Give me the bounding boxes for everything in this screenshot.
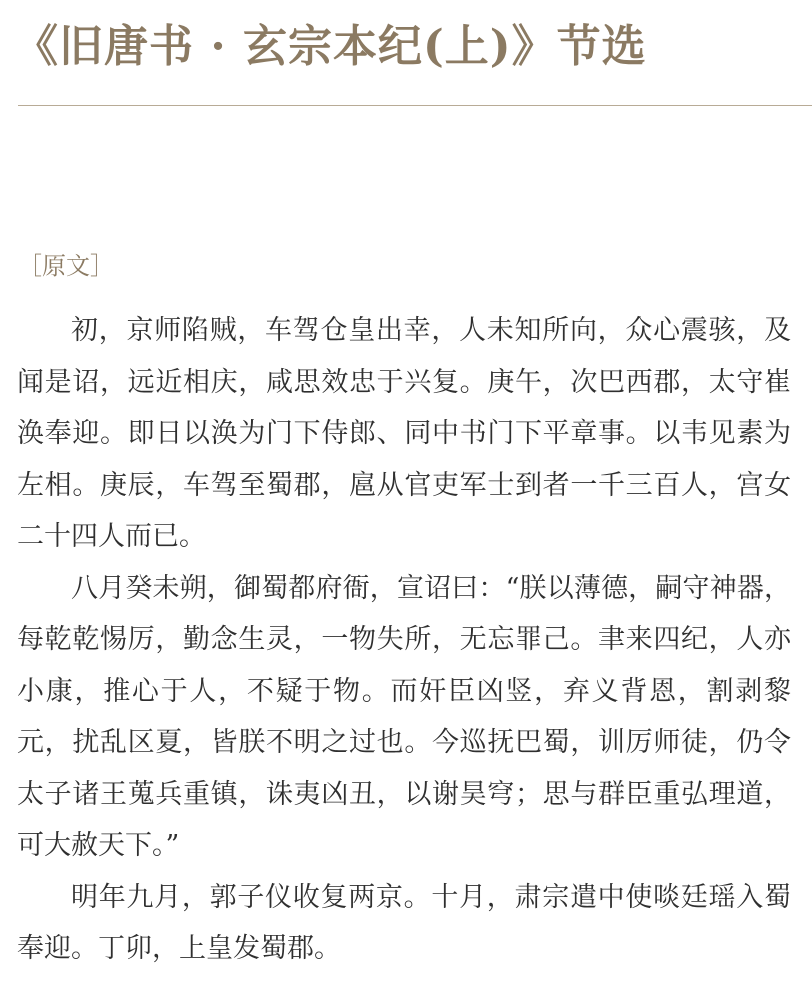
paragraph: 八月癸未朔，御蜀都府衙，宣诏曰：“朕以薄德，嗣守神器，每乾乾惕厉，勤念生灵，一物失所，无忘罪己。聿来四纪，人亦小康，推心于人，不疑于物。而奸臣凶竖，弃义背恩，割剥黎元，扰乱区夏，皆朕不明之过也。今巡抚巴蜀，训厉师徒，仍令太子诸王蒐兵重镇，诛夷凶丑，以谢昊穹；思与群臣重弘理道，可大赦天下。”	[17, 572, 791, 861]
page-title: 《旧唐书 · 玄宗本纪(上)》节选	[14, 21, 647, 72]
body-text	[17, 305, 791, 975]
paragraph: 初，京师陷贼，车驾仓皇出幸，人未知所向，众心震骇，及闻是诏，远近相庆，咸思效忠于兴复。庚午，次巴西郡，太守崔涣奉迎。即日以涣为门下侍郎、同中书门下平章事。以韦见素为左相。庚辰，车驾至蜀郡，扈从官吏军士到者一千三百人，宫女二十四人而已。	[17, 315, 791, 552]
title-divider	[18, 105, 812, 106]
paragraph: 明年九月，郭子仪收复两京。十月，肃宗遣中使啖廷瑶入蜀奉迎。丁卯，上皇发蜀郡。	[17, 881, 791, 964]
section-label: ［原文］	[18, 252, 114, 280]
